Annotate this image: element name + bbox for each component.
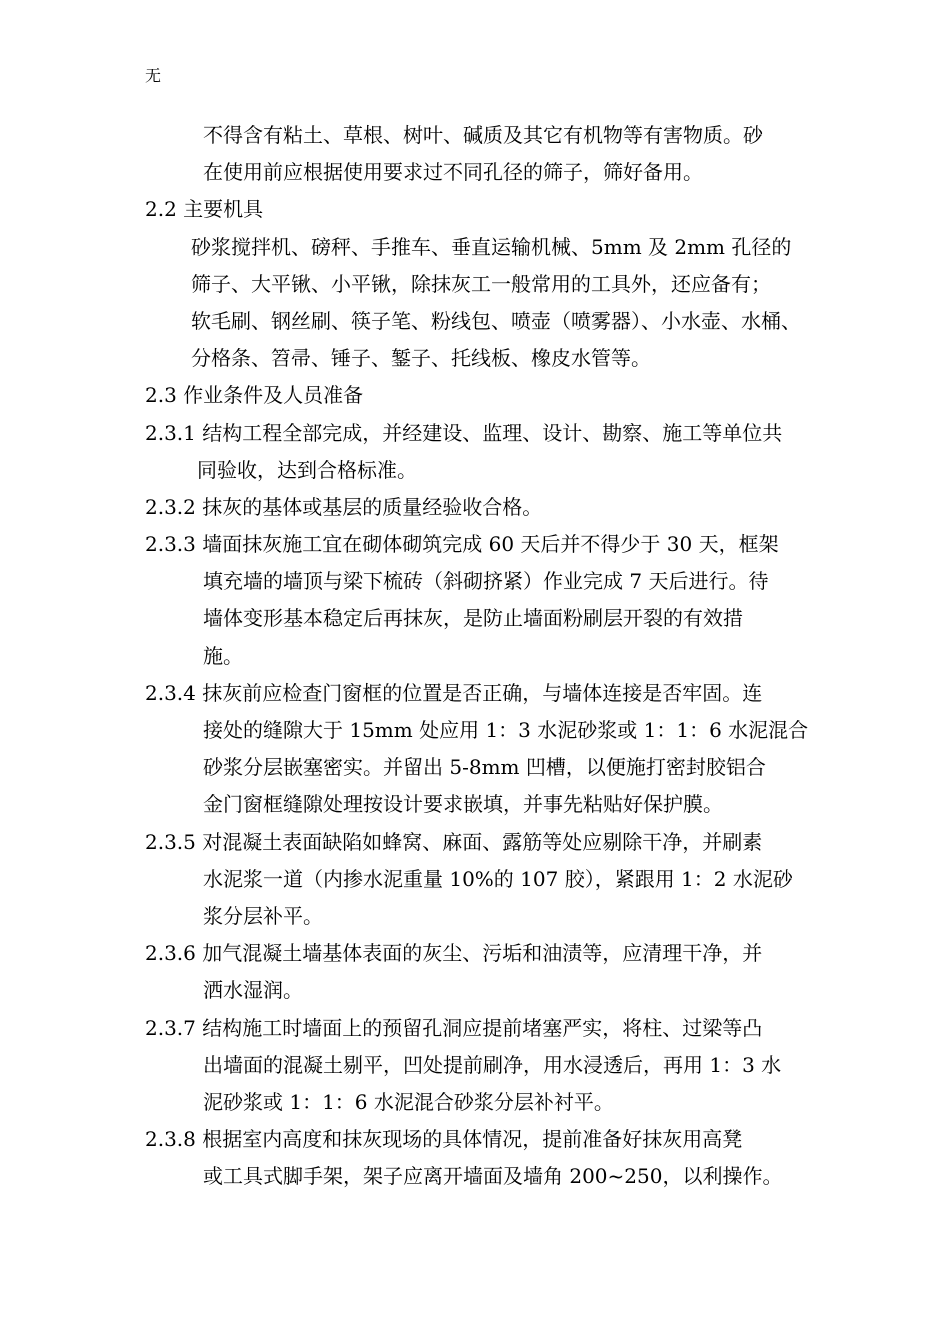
text-line: 软毛刷、钢丝刷、筷子笔、粉线包、喷壶（喷雾器）、小水壶、水桶、 xyxy=(191,308,801,333)
text-line: 出墙面的混凝土剔平，凹处提前刷净，用水浸透后，再用 1：3 水 xyxy=(203,1052,782,1077)
text-line: 或工具式脚手架，架子应离开墙面及墙角 200~250，以利操作。 xyxy=(203,1164,783,1189)
text-line: 接处的缝隙大于 15mm 处应用 1：3 水泥砂浆或 1：1：6 水泥混合 xyxy=(203,718,809,742)
text-line: 填充墙的墙顶与梁下梳砖（斜砌挤紧）作业完成 7 天后进行。待 xyxy=(203,569,769,594)
text-line: 墙体变形基本稳定后再抹灰，是防止墙面粉刷层开裂的有效措 xyxy=(203,606,743,631)
text-line: 分格条、笤帚、锤子、錾子、托线板、橡皮水管等。 xyxy=(191,346,651,371)
page-header: 无 xyxy=(145,66,162,85)
numbered-item: 2.3.2 抹灰的基体或基层的质量经验收合格。 xyxy=(145,494,543,519)
text-line: 同验收，达到合格标准。 xyxy=(197,457,417,482)
text-line: 泥砂浆或 1：1：6 水泥混合砂浆分层补衬平。 xyxy=(203,1089,614,1114)
numbered-item: 2.3.6 加气混凝土墙基体表面的灰尘、污垢和油渍等，应清理干净，并 xyxy=(145,941,763,966)
text-line: 金门窗框缝隙处理按设计要求嵌填，并事先粘贴好保护膜。 xyxy=(203,792,723,817)
text-line: 施。 xyxy=(203,643,243,668)
text-line: 筛子、大平锹、小平锹，除抹灰工一般常用的工具外，还应备有； xyxy=(191,271,771,296)
text-line: 不得含有粘土、草根、树叶、碱质及其它有机物等有害物质。砂 xyxy=(203,123,763,147)
document-body xyxy=(145,117,810,1195)
section-heading: 2.3 作业条件及人员准备 xyxy=(145,383,364,408)
numbered-item: 2.3.7 结构施工时墙面上的预留孔洞应提前堵塞严实，将柱、过梁等凸 xyxy=(145,1015,763,1040)
text-line: 砂浆搅拌机、磅秤、手推车、垂直运输机械、5mm 及 2mm 孔径的 xyxy=(191,234,792,259)
section-heading: 2.2 主要机具 xyxy=(145,197,264,222)
text-line: 洒水湿润。 xyxy=(203,978,303,1003)
text-line: 砂浆分层嵌塞密实。并留出 5-8mm 凹槽，以便施打密封胶铝合 xyxy=(203,755,766,780)
numbered-item: 2.3.5 对混凝土表面缺陷如蜂窝、麻面、露筋等处应剔除干净，并刷素 xyxy=(145,829,763,854)
numbered-item: 2.3.4 抹灰前应检查门窗框的位置是否正确，与墙体连接是否牢固。连 xyxy=(145,680,763,705)
text-line: 浆分层补平。 xyxy=(203,903,323,928)
text-line: 在使用前应根据使用要求过不同孔径的筛子，筛好备用。 xyxy=(203,160,703,185)
text-line: 水泥浆一道（内掺水泥重量 10%的 107 胶），紧跟用 1：2 水泥砂 xyxy=(203,866,793,891)
numbered-item: 2.3.8 根据室内高度和抹灰现场的具体情况，提前准备好抹灰用高凳 xyxy=(145,1127,743,1152)
numbered-item: 2.3.1 结构工程全部完成，并经建设、监理、设计、勘察、施工等单位共 xyxy=(145,420,783,445)
numbered-item: 2.3.3 墙面抹灰施工宜在砌体砌筑完成 60 天后并不得少于 30 天，框架 xyxy=(145,532,779,557)
